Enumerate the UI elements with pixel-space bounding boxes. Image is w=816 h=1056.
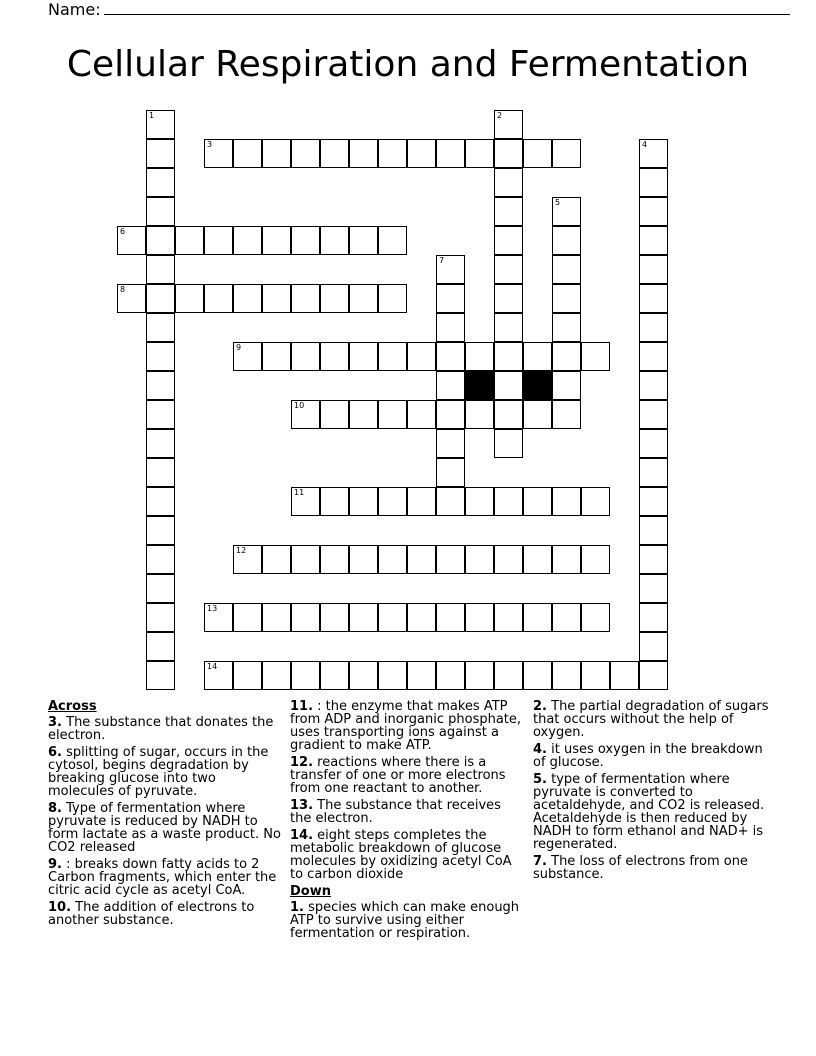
clue-number: 10 bbox=[294, 401, 305, 410]
grid-cell[interactable] bbox=[175, 284, 204, 313]
grid-cell[interactable] bbox=[291, 139, 320, 168]
grid-cell[interactable] bbox=[494, 313, 523, 342]
clue-down-1: 1. species which can make enough ATP to survive using either fermentation or respiration. bbox=[290, 900, 520, 941]
grid-cell[interactable] bbox=[552, 284, 581, 313]
grid-cell[interactable] bbox=[639, 139, 668, 168]
grid-cell[interactable] bbox=[320, 284, 349, 313]
clue-across-10: 10. The addition of electrons to another substance. bbox=[48, 900, 255, 928]
grid-cell[interactable] bbox=[494, 255, 523, 284]
grid-cell[interactable] bbox=[465, 342, 494, 371]
clue-column-2 bbox=[290, 700, 526, 944]
grid-cell[interactable] bbox=[407, 661, 436, 690]
grid-cell[interactable] bbox=[291, 284, 320, 313]
clue-number: 8 bbox=[120, 285, 126, 294]
grid-cell[interactable] bbox=[639, 255, 668, 284]
grid-cell[interactable] bbox=[639, 516, 668, 545]
grid-cell[interactable] bbox=[639, 603, 668, 632]
clue-number: 11 bbox=[294, 488, 305, 497]
grid-cell[interactable] bbox=[204, 226, 233, 255]
clue-down-2: 2. The partial degradation of sugars that occurs without the help of oxygen. bbox=[533, 699, 769, 740]
grid-cell[interactable] bbox=[494, 284, 523, 313]
grid-cell[interactable] bbox=[233, 139, 262, 168]
grid-cell[interactable] bbox=[146, 661, 175, 690]
clue-across-9: 9. : breaks down fatty acids to 2 Carbon fragments, which enter the citric acid cycle as acetyl CoA. bbox=[48, 857, 277, 898]
clue-number: 14 bbox=[207, 662, 218, 671]
grid-cell[interactable] bbox=[407, 487, 436, 516]
grid-cell[interactable] bbox=[378, 226, 407, 255]
grid-cell[interactable] bbox=[407, 139, 436, 168]
grid-cell[interactable] bbox=[436, 603, 465, 632]
grid-cell[interactable] bbox=[494, 545, 523, 574]
grid-cell[interactable] bbox=[349, 661, 378, 690]
grid-cell[interactable] bbox=[552, 661, 581, 690]
grid-cell[interactable] bbox=[436, 342, 465, 371]
grid-cell[interactable] bbox=[262, 661, 291, 690]
grid-cell[interactable] bbox=[146, 371, 175, 400]
grid-cell[interactable] bbox=[117, 226, 146, 255]
grid-cell[interactable] bbox=[436, 255, 465, 284]
grid-cell[interactable] bbox=[349, 226, 378, 255]
grid-cell[interactable] bbox=[146, 516, 175, 545]
grid-cell[interactable] bbox=[494, 342, 523, 371]
grid-cell[interactable] bbox=[320, 400, 349, 429]
grid-cell[interactable] bbox=[233, 342, 262, 371]
grid-cell[interactable] bbox=[146, 342, 175, 371]
grid-cell[interactable] bbox=[639, 342, 668, 371]
grid-cell[interactable] bbox=[349, 139, 378, 168]
grid-cell[interactable] bbox=[349, 545, 378, 574]
grid-cell[interactable] bbox=[146, 429, 175, 458]
grid-cell[interactable] bbox=[233, 661, 262, 690]
clue-across-11: 11. : the enzyme that makes ATP from ADP and inorganic phosphate, uses transporting ions against a gradient to make ATP. bbox=[290, 699, 522, 753]
grid-cell[interactable] bbox=[146, 632, 175, 661]
grid-cell[interactable] bbox=[291, 400, 320, 429]
clue-column-3 bbox=[533, 700, 769, 885]
clue-number: 7 bbox=[439, 256, 445, 265]
grid-cell[interactable] bbox=[349, 400, 378, 429]
grid-cell[interactable] bbox=[436, 487, 465, 516]
grid-cell[interactable] bbox=[320, 226, 349, 255]
grid-cell[interactable] bbox=[494, 139, 523, 168]
grid-cell[interactable] bbox=[436, 371, 465, 400]
grid-cell[interactable] bbox=[436, 313, 465, 342]
grid-cell[interactable] bbox=[436, 661, 465, 690]
grid-cell[interactable] bbox=[146, 284, 175, 313]
grid-cell[interactable] bbox=[378, 342, 407, 371]
grid-cell[interactable] bbox=[639, 661, 668, 690]
grid-cell[interactable] bbox=[639, 313, 668, 342]
grid-cell[interactable] bbox=[436, 400, 465, 429]
grid-cell[interactable] bbox=[320, 603, 349, 632]
clue-across-6: 6. splitting of sugar, occurs in the cytosol, begins degradation by breaking glucose into two molecules of pyruvate. bbox=[48, 745, 269, 799]
grid-cell[interactable] bbox=[610, 661, 639, 690]
grid-cell[interactable] bbox=[494, 110, 523, 139]
grid-cell[interactable] bbox=[494, 487, 523, 516]
grid-cell[interactable] bbox=[320, 139, 349, 168]
grid-cell[interactable] bbox=[204, 661, 233, 690]
grid-cell[interactable] bbox=[378, 545, 407, 574]
grid-cell[interactable] bbox=[204, 139, 233, 168]
clue-across-14: 14. eight steps completes the metabolic breakdown of glucose molecules by oxidizing acetyl CoA to carbon dioxide bbox=[290, 828, 512, 882]
grid-cell[interactable] bbox=[552, 313, 581, 342]
grid-cell[interactable] bbox=[146, 545, 175, 574]
grid-cell[interactable] bbox=[639, 371, 668, 400]
grid-cell[interactable] bbox=[291, 487, 320, 516]
grid-cell[interactable] bbox=[465, 400, 494, 429]
grid-cell[interactable] bbox=[552, 139, 581, 168]
grid-cell[interactable] bbox=[320, 487, 349, 516]
grid-cell[interactable] bbox=[146, 458, 175, 487]
grid-cell[interactable] bbox=[262, 342, 291, 371]
grid-cell[interactable] bbox=[639, 632, 668, 661]
grid-cell[interactable] bbox=[436, 429, 465, 458]
grid-cell[interactable] bbox=[436, 284, 465, 313]
grid-cell[interactable] bbox=[552, 371, 581, 400]
clue-number: 3 bbox=[207, 140, 213, 149]
grid-cell[interactable] bbox=[494, 661, 523, 690]
clue-down-7: 7. The loss of electrons from one substance. bbox=[533, 854, 748, 882]
clue-number: 6 bbox=[120, 227, 126, 236]
grid-cell[interactable] bbox=[291, 226, 320, 255]
grid-cell[interactable] bbox=[639, 168, 668, 197]
grid-cell[interactable] bbox=[581, 661, 610, 690]
clue-across-8: 8. Type of fermentation where pyruvate is reduced by NADH to form lactate as a waste product. No CO2 released bbox=[48, 801, 281, 855]
grid-cell[interactable] bbox=[523, 487, 552, 516]
grid-cell[interactable] bbox=[146, 574, 175, 603]
grid-cell[interactable] bbox=[552, 487, 581, 516]
grid-cell[interactable] bbox=[436, 458, 465, 487]
grid-cell[interactable] bbox=[146, 139, 175, 168]
grid-cell[interactable] bbox=[204, 284, 233, 313]
grid-cell[interactable] bbox=[639, 284, 668, 313]
grid-cell[interactable] bbox=[233, 284, 262, 313]
grid-cell[interactable] bbox=[233, 603, 262, 632]
grid-cell[interactable] bbox=[523, 545, 552, 574]
clue-across-13: 13. The substance that receives the electron. bbox=[290, 798, 501, 826]
grid-cell[interactable] bbox=[291, 342, 320, 371]
grid-cell[interactable] bbox=[639, 574, 668, 603]
grid-cell[interactable] bbox=[146, 168, 175, 197]
grid-cell[interactable] bbox=[407, 400, 436, 429]
grid-cell[interactable] bbox=[494, 197, 523, 226]
grid-cell[interactable] bbox=[407, 342, 436, 371]
grid-cell[interactable] bbox=[436, 139, 465, 168]
grid-cell[interactable] bbox=[291, 603, 320, 632]
grid-cell[interactable] bbox=[523, 139, 552, 168]
grid-cell[interactable] bbox=[494, 400, 523, 429]
grid-cell[interactable] bbox=[262, 139, 291, 168]
grid-cell[interactable] bbox=[523, 603, 552, 632]
grid-cell[interactable] bbox=[523, 400, 552, 429]
grid-cell[interactable] bbox=[552, 400, 581, 429]
grid-cell[interactable] bbox=[407, 545, 436, 574]
grid-cell[interactable] bbox=[349, 284, 378, 313]
grid-cell[interactable] bbox=[233, 545, 262, 574]
grid-cell[interactable] bbox=[378, 400, 407, 429]
grid-cell[interactable] bbox=[378, 284, 407, 313]
grid-cell[interactable] bbox=[465, 603, 494, 632]
grid-cell[interactable] bbox=[639, 545, 668, 574]
grid-cell[interactable] bbox=[291, 661, 320, 690]
grid-cell[interactable] bbox=[291, 545, 320, 574]
grid-cell[interactable] bbox=[494, 226, 523, 255]
clue-across-3: 3. The substance that donates the electron. bbox=[48, 715, 274, 743]
grid-cell[interactable] bbox=[552, 197, 581, 226]
grid-cell[interactable] bbox=[320, 342, 349, 371]
grid-cell[interactable] bbox=[494, 371, 523, 400]
clue-down-5: 5. type of fermentation where pyruvate is converted to acetaldehyde, and CO2 is released. Acetaldehyde is then reduced by NADH to form ethanol and NAD+ is regenerated. bbox=[533, 772, 765, 852]
grid-cell[interactable] bbox=[349, 603, 378, 632]
grid-cell[interactable] bbox=[639, 487, 668, 516]
grid-cell[interactable] bbox=[378, 139, 407, 168]
clue-across-12: 12. reactions where there is a transfer of one or more electrons from one reactant to another. bbox=[290, 755, 506, 796]
black-square bbox=[465, 371, 494, 400]
grid-cell[interactable] bbox=[639, 226, 668, 255]
page-title: Cellular Respiration and Fermentation bbox=[66, 44, 750, 85]
clue-number: 2 bbox=[497, 111, 503, 120]
clue-number: 5 bbox=[555, 198, 561, 207]
grid-cell[interactable] bbox=[349, 487, 378, 516]
name-label: Name: bbox=[48, 0, 101, 19]
grid-cell[interactable] bbox=[262, 603, 291, 632]
grid-cell[interactable] bbox=[639, 197, 668, 226]
grid-cell[interactable] bbox=[523, 661, 552, 690]
clue-number: 4 bbox=[642, 140, 648, 149]
grid-cell[interactable] bbox=[581, 545, 610, 574]
grid-cell[interactable] bbox=[320, 545, 349, 574]
grid-cell[interactable] bbox=[117, 284, 146, 313]
grid-cell[interactable] bbox=[204, 603, 233, 632]
grid-cell[interactable] bbox=[494, 168, 523, 197]
clue-number: 12 bbox=[236, 546, 247, 555]
grid-cell[interactable] bbox=[146, 110, 175, 139]
grid-cell[interactable] bbox=[639, 458, 668, 487]
grid-cell[interactable] bbox=[378, 487, 407, 516]
grid-cell[interactable] bbox=[175, 226, 204, 255]
down-heading: Down bbox=[290, 884, 331, 899]
clue-number: 1 bbox=[149, 111, 155, 120]
grid-cell[interactable] bbox=[436, 545, 465, 574]
grid-cell[interactable] bbox=[146, 603, 175, 632]
grid-cell[interactable] bbox=[639, 400, 668, 429]
grid-cell[interactable] bbox=[262, 226, 291, 255]
grid-cell[interactable] bbox=[523, 342, 552, 371]
grid-cell[interactable] bbox=[378, 603, 407, 632]
grid-cell[interactable] bbox=[262, 284, 291, 313]
across-heading: Across bbox=[48, 699, 97, 714]
grid-cell[interactable] bbox=[146, 226, 175, 255]
clue-number: 9 bbox=[236, 343, 242, 352]
grid-cell[interactable] bbox=[465, 487, 494, 516]
grid-cell[interactable] bbox=[494, 603, 523, 632]
grid-cell[interactable] bbox=[465, 139, 494, 168]
grid-cell[interactable] bbox=[262, 545, 291, 574]
clue-down-4: 4. it uses oxygen in the breakdown of glucose. bbox=[533, 742, 763, 770]
grid-cell[interactable] bbox=[233, 226, 262, 255]
grid-cell[interactable] bbox=[552, 545, 581, 574]
grid-cell[interactable] bbox=[639, 429, 668, 458]
grid-cell[interactable] bbox=[581, 603, 610, 632]
black-square bbox=[523, 371, 552, 400]
clue-column-1 bbox=[48, 700, 284, 931]
grid-cell[interactable] bbox=[407, 603, 436, 632]
grid-cell[interactable] bbox=[494, 429, 523, 458]
grid-cell[interactable] bbox=[465, 661, 494, 690]
clue-number: 13 bbox=[207, 604, 218, 613]
grid-cell[interactable] bbox=[320, 661, 349, 690]
grid-cell[interactable] bbox=[378, 661, 407, 690]
grid-cell[interactable] bbox=[146, 197, 175, 226]
grid-cell[interactable] bbox=[552, 342, 581, 371]
grid-cell[interactable] bbox=[552, 226, 581, 255]
grid-cell[interactable] bbox=[581, 487, 610, 516]
grid-cell[interactable] bbox=[146, 487, 175, 516]
grid-cell[interactable] bbox=[146, 255, 175, 284]
grid-cell[interactable] bbox=[552, 603, 581, 632]
grid-cell[interactable] bbox=[581, 342, 610, 371]
grid-cell[interactable] bbox=[146, 400, 175, 429]
grid-cell[interactable] bbox=[552, 255, 581, 284]
grid-cell[interactable] bbox=[349, 342, 378, 371]
grid-cell[interactable] bbox=[465, 545, 494, 574]
grid-cell[interactable] bbox=[146, 313, 175, 342]
